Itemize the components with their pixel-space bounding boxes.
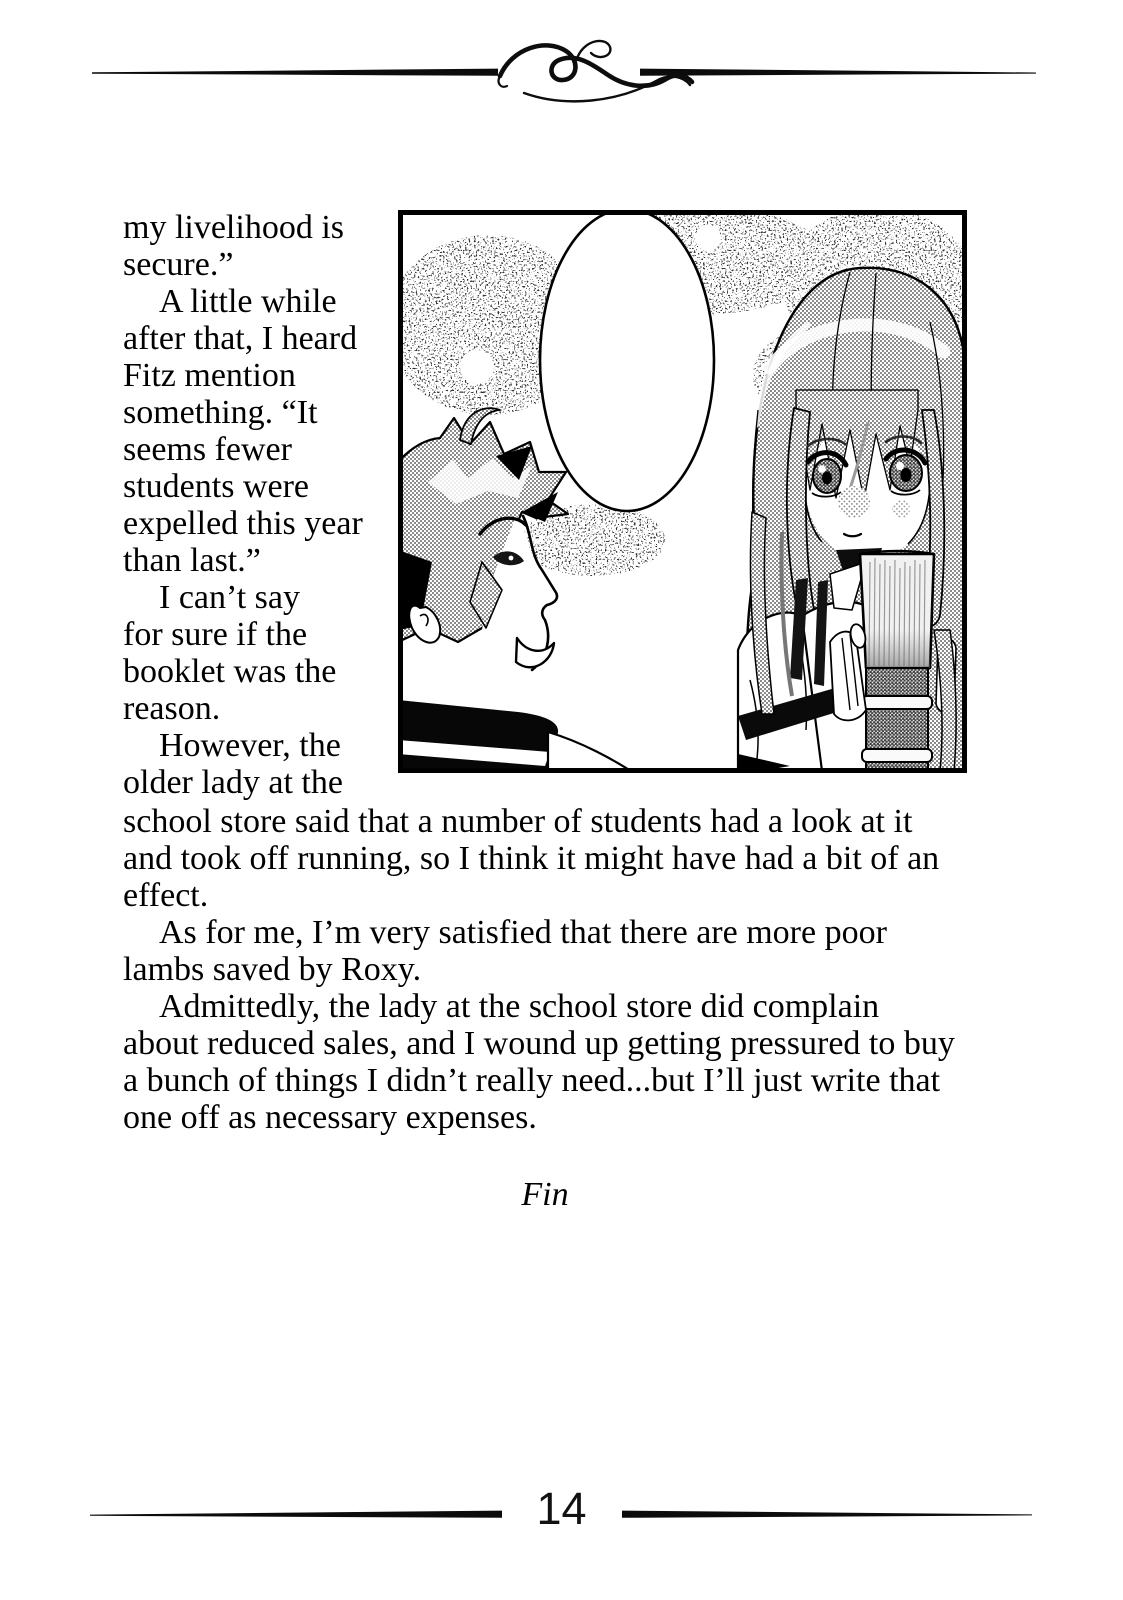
manga-illustration <box>398 210 967 773</box>
text-line: effect. <box>123 877 209 914</box>
text-line: However, the <box>159 727 341 764</box>
text-line: older lady at the <box>123 764 343 801</box>
page-number: 14 <box>536 1483 587 1534</box>
speech-bubble <box>540 210 714 511</box>
text-line: Admittedly, the lady at the school store did complain <box>159 988 880 1025</box>
text-line: after that, I heard <box>123 320 358 357</box>
header-rule-right <box>640 69 1036 76</box>
text-line: than last.” <box>123 542 261 579</box>
text-line: school store said that a number of students had a look at it <box>123 803 913 840</box>
text-line: booklet was the <box>123 653 337 690</box>
stipple-highlight <box>695 225 721 251</box>
story-text-column <box>123 209 397 801</box>
manga-panel-art <box>398 210 967 773</box>
story-text-full <box>123 803 973 1136</box>
stipple-highlight <box>460 350 494 384</box>
text-line: and took off running, so I think it might have had a bit of an <box>123 840 940 877</box>
text-line: lambs saved by Roxy. <box>123 951 422 988</box>
text-line: about reduced sales, and I wound up getting pressured to buy <box>123 1025 955 1062</box>
text-line: A little while <box>159 283 337 320</box>
text-line: reason. <box>123 690 221 727</box>
text-line: secure.” <box>123 246 234 283</box>
header-divider-flourish-icon <box>0 0 1123 120</box>
text-line: I can’t say <box>159 579 300 616</box>
fin-label: Fin <box>521 1176 569 1213</box>
text-line: As for me, I’m very satisfied that there are more poor <box>159 914 887 951</box>
text-line: students were <box>123 468 310 505</box>
text-line: something. “It <box>123 394 318 431</box>
text-line: my livelihood is <box>123 209 344 246</box>
rolled-booklet <box>860 551 934 773</box>
text-line: a bunch of things I didn’t really need...but I’ll just write that <box>123 1062 941 1099</box>
text-line: expelled this year <box>123 505 363 542</box>
header-rule-left <box>92 69 498 76</box>
text-line: one off as necessary expenses. <box>123 1099 537 1136</box>
text-line: for sure if the <box>123 616 308 653</box>
text-line: seems fewer <box>123 431 292 468</box>
text-line: Fitz mention <box>123 357 296 394</box>
